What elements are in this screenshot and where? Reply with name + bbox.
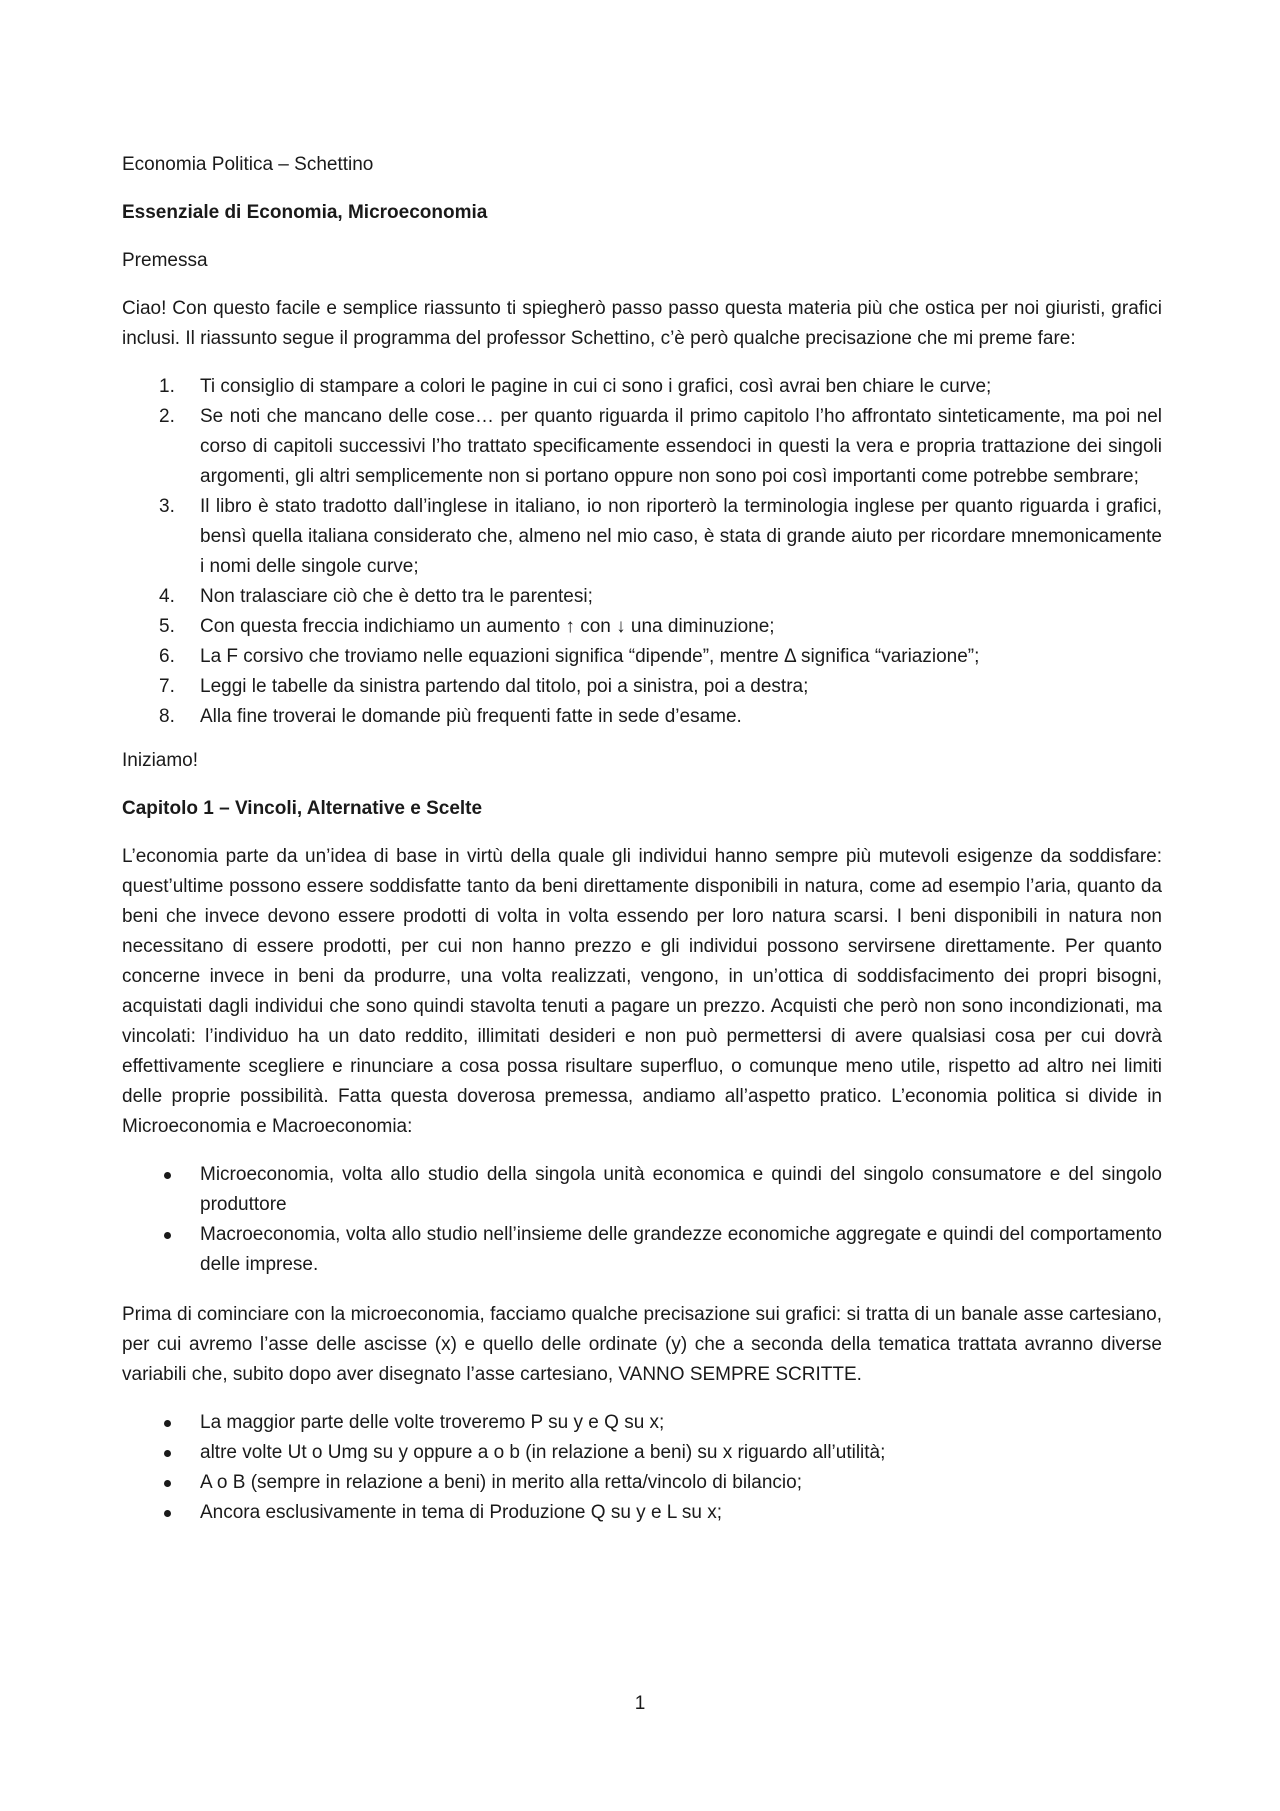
branches-list bbox=[122, 1160, 1162, 1280]
list-number: 4. bbox=[159, 586, 175, 607]
list-text: Con questa freccia indichiamo un aumento ↑ con ↓ una diminuzione; bbox=[200, 616, 775, 637]
list-text: Alla fine troverai le domande più frequenti fatte in sede d’esame. bbox=[200, 706, 742, 727]
notes-list bbox=[122, 372, 1162, 732]
book-title: Essenziale di Economia, Microeconomia bbox=[122, 202, 488, 223]
list-text: altre volte Ut o Umg su y oppure a o b (in relazione a beni) su x riguardo all’utilità; bbox=[200, 1442, 886, 1463]
start-line: Iniziamo! bbox=[122, 750, 199, 771]
bullet-icon bbox=[164, 1450, 171, 1457]
graphs-paragraph: Prima di cominciare con la microeconomia, facciamo qualche precisazione sui grafici: si tratta di un banale asse cartesiano, per cui avremo l’asse delle ascisse (x) e quello delle ordinate (y) che a seconda della tematica trattata avranno diverse variabili che, subito dopo aver disegnato l’asse cartesiano, VANNO SEMPRE SCRITTE. bbox=[122, 1304, 1162, 1385]
list-text: Macroeconomia, volta allo studio nell’insieme delle grandezze economiche aggregate e quindi del comportamento delle imprese. bbox=[200, 1224, 1162, 1275]
list-number: 1. bbox=[159, 376, 175, 397]
list-text: La F corsivo che troviamo nelle equazioni significa “dipende”, mentre Δ significa “variazione”; bbox=[200, 646, 980, 667]
list-item bbox=[122, 372, 1162, 402]
chapter-title: Capitolo 1 – Vincoli, Alternative e Scelte bbox=[122, 798, 483, 819]
bullet-icon bbox=[164, 1172, 171, 1179]
list-item bbox=[122, 1498, 1162, 1528]
list-number: 6. bbox=[159, 646, 175, 667]
list-text: La maggior parte delle volte troveremo P su y e Q su x; bbox=[200, 1412, 665, 1433]
list-text: Non tralasciare ciò che è detto tra le parentesi; bbox=[200, 586, 593, 607]
bullet-icon bbox=[164, 1420, 171, 1427]
list-number: 3. bbox=[159, 496, 175, 517]
list-item bbox=[122, 1220, 1162, 1280]
list-item bbox=[122, 1468, 1162, 1498]
list-text: A o B (sempre in relazione a beni) in merito alla retta/vincolo di bilancio; bbox=[200, 1472, 802, 1493]
list-text: Se noti che mancano delle cose… per quanto riguarda il primo capitolo l’ho affrontato sinteticamente, ma poi nel corso di capitoli successivi l’ho trattato specificamente essendoci in questi la vera e propria trattazione dei singoli argomenti, gli altri semplicemente non si portano oppure non sono poi così importanti come potrebbe sembrare; bbox=[200, 406, 1162, 487]
header-line: Economia Politica – Schettino bbox=[122, 154, 374, 175]
list-number: 7. bbox=[159, 676, 175, 697]
bullet-icon bbox=[164, 1480, 171, 1487]
bullet-icon bbox=[164, 1232, 171, 1239]
list-item bbox=[122, 402, 1162, 492]
list-item bbox=[122, 492, 1162, 582]
list-text: Ti consiglio di stampare a colori le pagine in cui ci sono i grafici, così avrai ben chiare le curve; bbox=[200, 376, 992, 397]
premise-heading: Premessa bbox=[122, 250, 208, 271]
axis-list bbox=[122, 1408, 1162, 1528]
list-item bbox=[122, 642, 1162, 672]
list-item bbox=[122, 1408, 1162, 1438]
chapter-paragraph: L’economia parte da un’idea di base in virtù della quale gli individui hanno sempre più mutevoli esigenze da soddisfare: quest’ultime possono essere soddisfatte tanto da beni direttamente disponibili in natura, come ad esempio l’aria, quanto da beni che invece devono essere prodotti di volta in volta essendo per loro natura scarsi. I beni disponibili in natura non necessitano di essere prodotti, per cui non hanno prezzo e gli individui possono servirsene direttamente. Per quanto concerne invece in beni da produrre, una volta realizzati, vengono, in un’ottica di soddisfacimento dei propri bisogni, acquistati dagli individui che sono quindi stavolta tenuti a pagare un prezzo. Acquisti che però non sono incondizionati, ma vincolati: l’individuo ha un dato reddito, illimitati desideri e non può permettersi di avere qualsiasi cosa per cui dovrà effettivamente scegliere e rinunciare a cosa possa risultare superfluo, o comunque meno utile, rispetto ad altro nei limiti delle proprie possibilità. Fatta questa doverosa premessa, andiamo all’aspetto pratico. L’economia politica si divide in Microeconomia e Macroeconomia: bbox=[122, 846, 1162, 1137]
list-item bbox=[122, 1438, 1162, 1468]
list-item bbox=[122, 672, 1162, 702]
list-item bbox=[122, 582, 1162, 612]
list-text: Il libro è stato tradotto dall’inglese in italiano, io non riporterò la terminologia inglese per quanto riguarda i grafici, bensì quella italiana considerato che, almeno nel mio caso, è stata di grande aiuto per ricordare mnemonicamente i nomi delle singole curve; bbox=[200, 496, 1162, 577]
list-item bbox=[122, 702, 1162, 732]
list-number: 2. bbox=[159, 406, 175, 427]
bullet-icon bbox=[164, 1510, 171, 1517]
intro-paragraph: Ciao! Con questo facile e semplice riassunto ti spiegherò passo passo questa materia più che ostica per noi giuristi, grafici inclusi. Il riassunto segue il programma del professor Schettino, c’è però qualche precisazione che mi preme fare: bbox=[122, 298, 1162, 349]
list-text: Ancora esclusivamente in tema di Produzione Q su y e L su x; bbox=[200, 1502, 723, 1523]
list-item bbox=[122, 612, 1162, 642]
page-number: 1 bbox=[634, 1693, 646, 1714]
list-number: 5. bbox=[159, 616, 175, 637]
list-text: Microeconomia, volta allo studio della singola unità economica e quindi del singolo consumatore e del singolo produttore bbox=[200, 1164, 1162, 1215]
document-page bbox=[122, 150, 1162, 1548]
list-number: 8. bbox=[159, 706, 175, 727]
list-text: Leggi le tabelle da sinistra partendo dal titolo, poi a sinistra, poi a destra; bbox=[200, 676, 809, 697]
list-item bbox=[122, 1160, 1162, 1220]
